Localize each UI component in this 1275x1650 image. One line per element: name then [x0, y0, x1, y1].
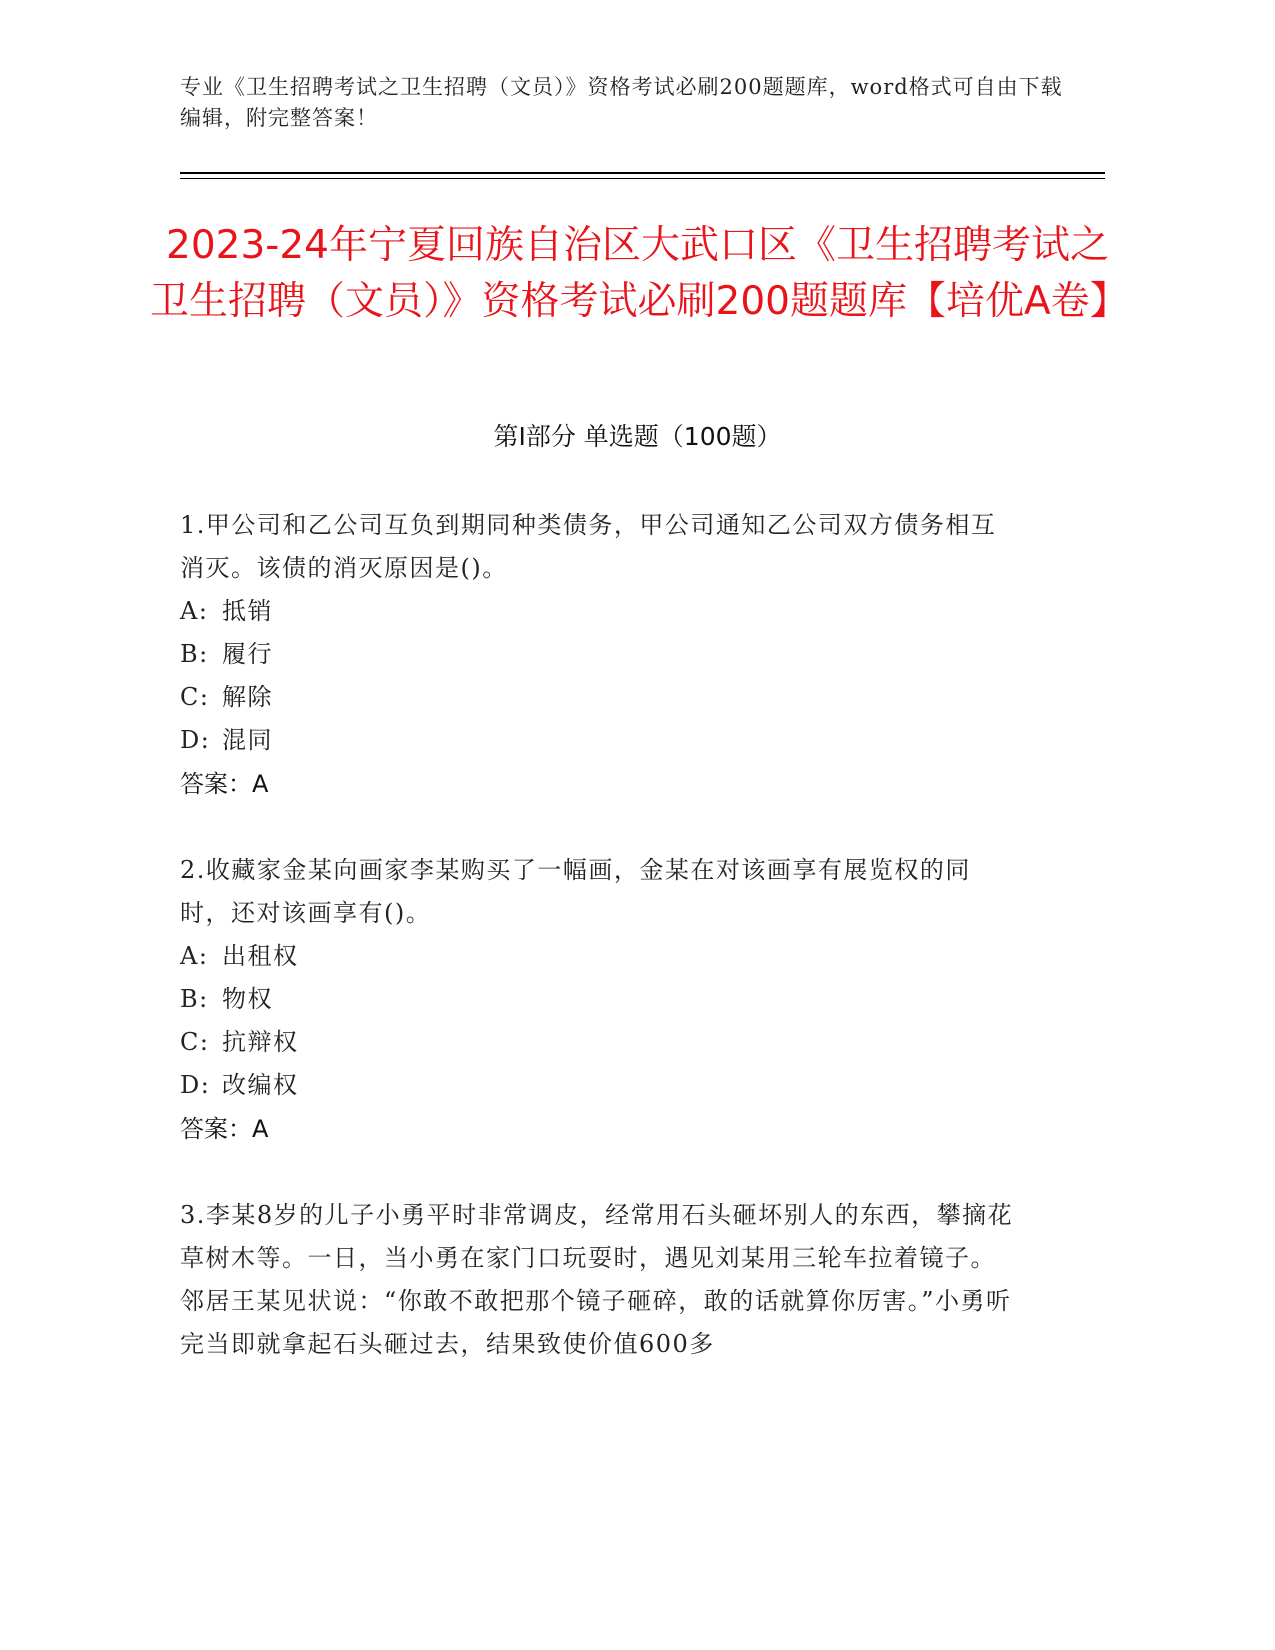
question-stem: 1.甲公司和乙公司互负到期同种类债务，甲公司通知乙公司双方债务相互消灭。该债的消灭原因是()。 [180, 511, 997, 582]
option-text: 改编权 [222, 1071, 299, 1099]
question-2 [180, 849, 1020, 1152]
answer: 答案：A [180, 770, 269, 798]
option-text: 混同 [222, 726, 273, 754]
option-text: 物权 [222, 985, 273, 1013]
option-d [180, 719, 1020, 762]
option-c [180, 676, 1020, 719]
question-3 [180, 1194, 1020, 1366]
option-key: B: [180, 640, 209, 668]
option-text: 履行 [222, 640, 273, 668]
option-key: C: [180, 683, 210, 711]
header-note: 专业《卫生招聘考试之卫生招聘（文员）》资格考试必刷200题题库，word格式可自由下载编辑，附完整答案！ [180, 75, 1063, 130]
section-title: 第I部分 单选题（100题） [493, 422, 782, 451]
option-text: 解除 [222, 683, 273, 711]
option-key: B: [180, 985, 209, 1013]
question-stem: 3.李某8岁的儿子小勇平时非常调皮，经常用石头砸坏别人的东西，攀摘花草树木等。一日，当小勇在家门口玩耍时，遇见刘某用三轮车拉着镜子。邻居王某见状说：“你敢不敢把那个镜子砸碎，敢的话就算你厉害。”小勇听完当即就拿起石头砸过去，结果致使价值600多 [180, 1201, 1014, 1358]
option-a [180, 590, 1020, 633]
option-d [180, 1064, 1020, 1107]
option-key: C: [180, 1028, 210, 1056]
option-c [180, 1021, 1020, 1064]
option-key: D: [180, 1071, 211, 1099]
document-title: 2023-24年宁夏回族自治区大武口区《卫生招聘考试之卫生招聘（文员）》资格考试必刷200题题库【培优A卷】 [150, 223, 1129, 324]
option-text: 抗辩权 [222, 1028, 299, 1056]
question-1 [180, 504, 1020, 807]
answer: 答案：A [180, 1115, 269, 1143]
option-b [180, 633, 1020, 676]
option-key: D: [180, 726, 211, 754]
option-text: 出租权 [222, 942, 299, 970]
header-divider-thin [180, 178, 1105, 179]
option-key: A: [180, 942, 209, 970]
option-key: A: [180, 597, 209, 625]
option-a [180, 935, 1020, 978]
question-stem: 2.收藏家金某向画家李某购买了一幅画，金某在对该画享有展览权的同时，还对该画享有()。 [180, 856, 971, 927]
option-text: 抵销 [222, 597, 273, 625]
header-divider [180, 172, 1105, 174]
question-list [180, 504, 1020, 1408]
option-b [180, 978, 1020, 1021]
